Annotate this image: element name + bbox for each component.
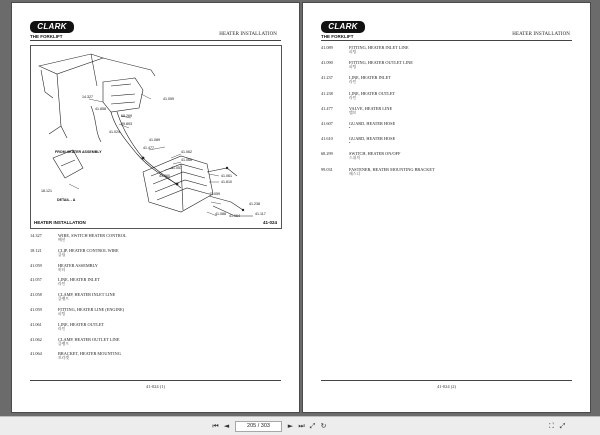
- part-row: [321, 151, 572, 166]
- callout-41066: 41.066: [181, 158, 192, 162]
- part-number: 41.089: [321, 45, 333, 50]
- part-korean-label: 피팅: [349, 65, 357, 70]
- part-description: LINE, HEATER INLET: [58, 277, 100, 283]
- first-page-icon[interactable]: ⏮: [212, 421, 219, 430]
- callout-41858: 41.858: [95, 107, 106, 111]
- part-description: VALVE, HEATER LINE: [349, 105, 393, 111]
- part-korean-label: 클립: [58, 252, 66, 257]
- left-page: [11, 2, 300, 413]
- part-row: [30, 263, 281, 278]
- page-number-input[interactable]: 205 / 303: [235, 421, 282, 432]
- part-korean-label: 클램프: [58, 341, 70, 346]
- part-description: GUARD, HEATER HOSE: [349, 136, 396, 142]
- fullscreen-icon[interactable]: ⛶: [549, 421, 554, 430]
- logo-subtitle: THE FORKLIFT: [321, 34, 354, 39]
- callout-41088: 41.088: [215, 212, 226, 216]
- page-title: HEATER INSTALLATION: [219, 32, 277, 37]
- parts-list-left: [30, 233, 281, 366]
- part-description: FITTING, HEATER INLET LINE: [349, 45, 409, 50]
- part-korean-label: 클램프: [58, 297, 70, 302]
- callout-41477: 41.477: [143, 146, 154, 150]
- callout-41064: 41.064: [229, 214, 240, 218]
- part-description: CLAMP, HEATER OUTLET LINE: [58, 336, 120, 342]
- part-korean-label: 밸브: [349, 110, 357, 115]
- page-number: 41-024 (1): [145, 384, 166, 389]
- part-korean-label: 브라켓: [58, 356, 70, 361]
- callout-68269: 68.269: [121, 114, 132, 118]
- part-korean-label: 배선: [58, 238, 66, 242]
- footer-divider: [30, 380, 281, 381]
- part-row: [30, 351, 281, 366]
- callout-41060: 41.060: [159, 174, 170, 178]
- part-row: [321, 60, 572, 75]
- part-row: [30, 248, 281, 263]
- part-korean-label: 히터: [58, 267, 66, 272]
- page-navigation: [210, 420, 329, 432]
- logo-text: CLARK: [30, 21, 74, 33]
- part-number: 41.607: [321, 120, 333, 126]
- clark-logo: [30, 21, 74, 39]
- last-page-icon[interactable]: ⏭: [298, 421, 305, 430]
- part-number: 41.610: [321, 136, 333, 142]
- part-number: 68.299: [321, 151, 333, 157]
- part-description: WIRE, SWITCH HEATER CONTROL: [58, 233, 127, 238]
- part-row: [30, 277, 281, 292]
- right-page: [302, 2, 591, 413]
- part-number: 41.064: [30, 351, 42, 357]
- part-korean-label: 라인: [58, 282, 66, 287]
- rotate-icon[interactable]: ↻: [320, 422, 327, 430]
- part-number: 41.238: [321, 90, 333, 96]
- part-description: BRACKET, HEATER MOUNTING: [58, 351, 121, 357]
- part-korean-label: 피팅: [349, 50, 357, 54]
- part-number: 41.237: [321, 75, 333, 81]
- part-number: 99.031: [321, 166, 333, 172]
- page-number: 41-024 (2): [436, 384, 457, 389]
- callout-99893: 99.893: [121, 122, 132, 126]
- callout-41061: 41.061: [221, 174, 232, 178]
- part-row: [30, 307, 281, 322]
- previous-page-icon[interactable]: ◄: [223, 422, 230, 430]
- part-row: [321, 91, 572, 106]
- callout-41062: 41.062: [181, 150, 192, 154]
- parts-list-right: [321, 45, 572, 182]
- part-number: 41.058: [30, 292, 42, 298]
- callout-14327: 14.327: [82, 95, 93, 99]
- part-number: 14.327: [30, 233, 42, 238]
- next-page-icon[interactable]: ►: [287, 422, 294, 430]
- part-description: GUARD, HEATER HOSE: [349, 120, 396, 126]
- diagram-reference: 41-024: [262, 220, 277, 225]
- part-number: 41.090: [321, 60, 333, 66]
- clark-logo: [321, 21, 365, 39]
- part-number: 41.059: [30, 262, 42, 268]
- callout-41059-lower: 41.059: [209, 192, 220, 196]
- part-description: FASTENER, HEATER MOUNTING BRACKET: [349, 166, 435, 172]
- part-korean-label: •: [349, 125, 351, 130]
- part-number: 41.477: [321, 105, 333, 111]
- part-description: CLAMP, HEATER INLET LINE: [58, 292, 116, 298]
- page-title: HEATER INSTALLATION: [512, 32, 570, 37]
- part-number: 41.062: [30, 336, 42, 342]
- part-row: [321, 106, 572, 121]
- part-number: 41.061: [30, 321, 42, 327]
- part-description: CLIP, HEATER CONTROL WIRE: [58, 247, 119, 253]
- callout-41057: 41.057: [171, 166, 182, 170]
- part-korean-label: 라인: [349, 95, 357, 100]
- zoom-fit-icon[interactable]: ⤢: [559, 421, 566, 430]
- part-description: LINE, HEATER OUTLET: [58, 321, 105, 327]
- part-korean-label: 스위치: [349, 156, 361, 161]
- logo-subtitle: THE FORKLIFT: [30, 34, 63, 39]
- from-heater-label: FROM HEATER ASSEMBLY: [55, 150, 102, 154]
- footer-divider: [321, 380, 572, 381]
- callout-18121: 18.121: [41, 189, 52, 193]
- part-description: SWITCH, HEATER ON/OFF: [349, 151, 401, 157]
- detail-a-label: DETAIL - A: [57, 198, 76, 202]
- callout-41089: 41.089: [149, 138, 160, 142]
- callout-41059: 41.059: [163, 97, 174, 101]
- view-controls: [546, 420, 568, 432]
- part-korean-label: 피팅: [58, 311, 66, 316]
- heater-installation-diagram: [30, 45, 282, 229]
- part-number: 18.121: [30, 247, 42, 253]
- part-row: [321, 121, 572, 136]
- part-row: [30, 292, 281, 307]
- part-row: [30, 233, 281, 248]
- part-row: [321, 136, 572, 151]
- part-korean-label: 패스너: [349, 171, 361, 176]
- part-number: 41.057: [30, 277, 42, 283]
- part-number: 41.059: [30, 306, 42, 312]
- header-divider: [321, 40, 572, 41]
- callout-41024: 41.024: [109, 130, 120, 134]
- part-description: LINE, HEATER OUTLET: [349, 90, 396, 96]
- fit-page-icon[interactable]: ⤢: [309, 421, 316, 430]
- diagram-title: HEATER INSTALLATION: [34, 220, 86, 225]
- logo-text: CLARK: [321, 21, 365, 33]
- part-description: HEATER ASSEMBLY: [58, 262, 98, 268]
- part-korean-label: 라인: [58, 326, 66, 331]
- part-row: [321, 167, 572, 182]
- callout-41117: 41.117: [255, 212, 266, 216]
- part-row: [30, 337, 281, 352]
- viewer-toolbar: [0, 416, 600, 435]
- part-description: LINE, HEATER INLET: [349, 75, 391, 81]
- callout-41610: 41.610: [221, 180, 232, 184]
- part-row: [30, 322, 281, 337]
- part-description: FITTING, HEATER OUTLET LINE: [349, 60, 413, 66]
- part-description: FITTING, HEATER LINE (ENGINE): [58, 306, 125, 312]
- part-korean-label: •: [349, 141, 351, 146]
- part-korean-label: 라인: [349, 80, 357, 85]
- part-row: [321, 75, 572, 90]
- header-divider: [30, 40, 281, 41]
- callout-41238: 41.238: [249, 202, 260, 206]
- part-row: [321, 45, 572, 60]
